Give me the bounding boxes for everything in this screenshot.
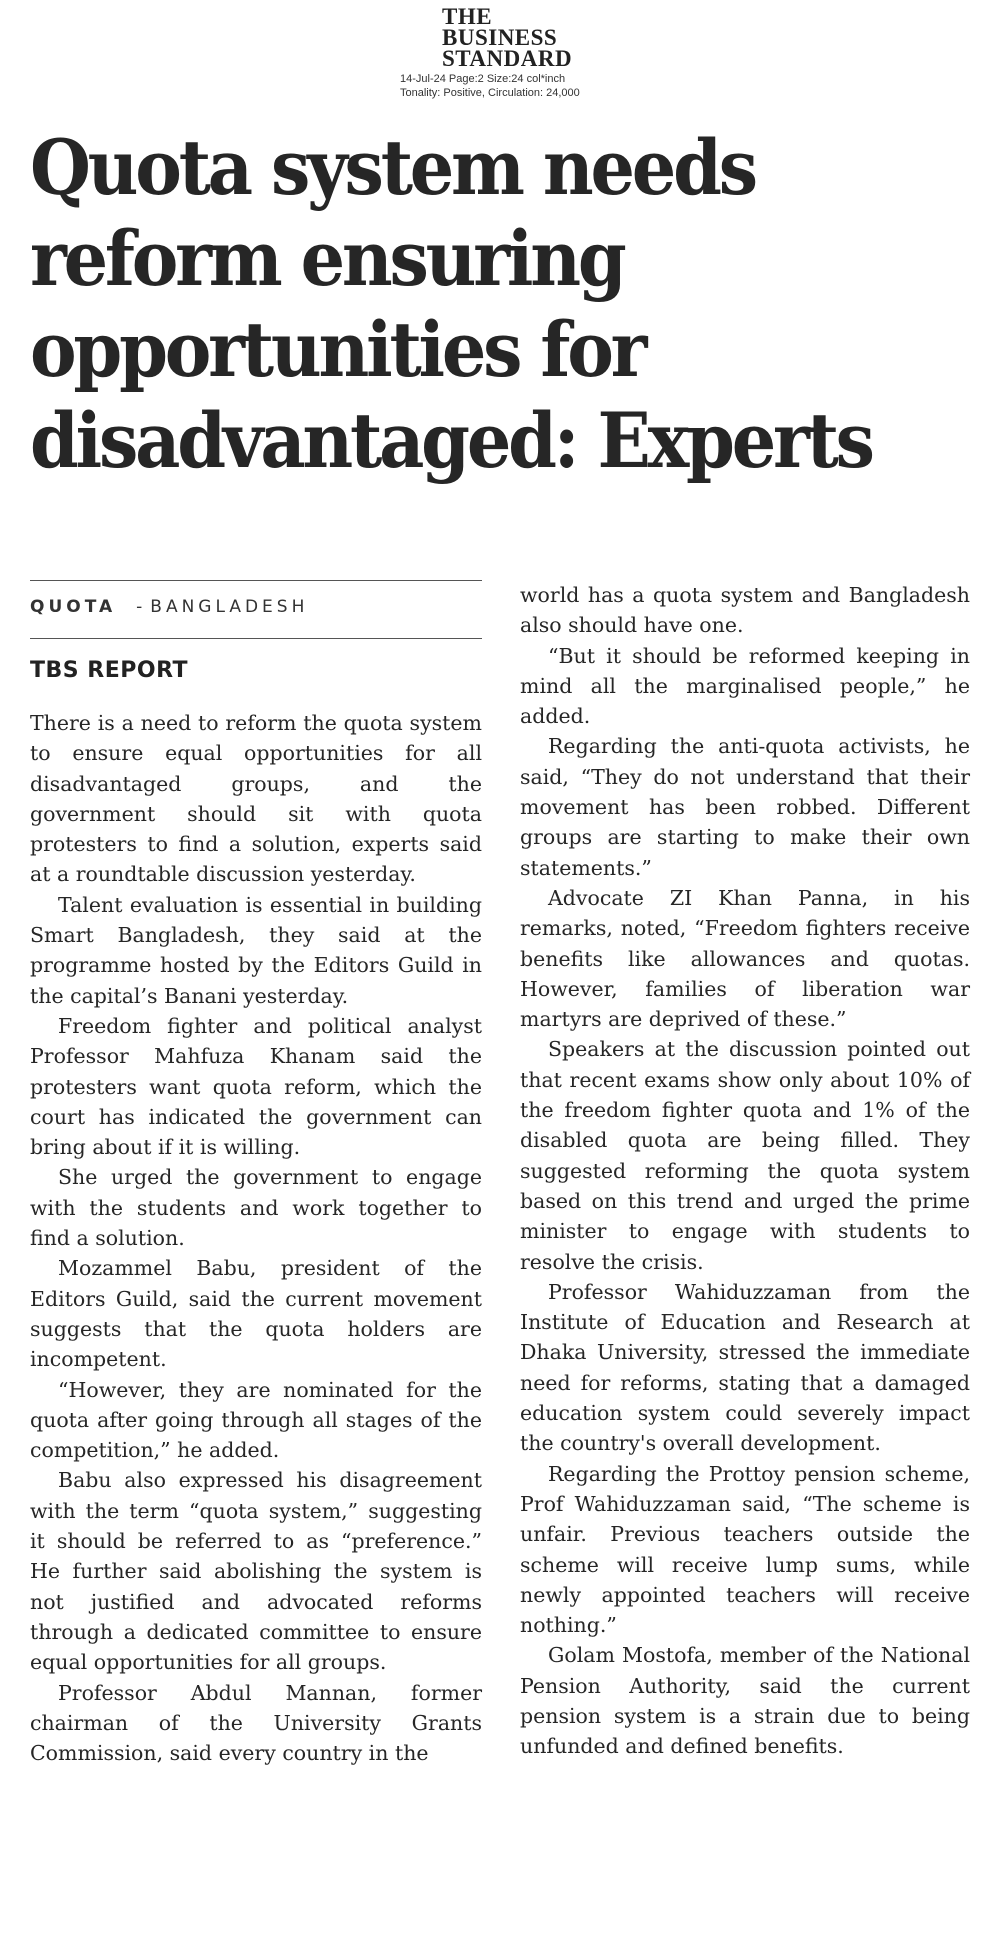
paragraph: Talent evaluation is essential in building Smart Bangladesh, they said at the programme hosted by the Editors Guild in the capital’s Banani yesterday.	[30, 892, 482, 1008]
logo-line-1: THE	[442, 4, 493, 29]
clipping-tonality-circulation: Tonality: Positive, Circulation: 24,000	[400, 87, 580, 99]
logo-line-2: BUSINESS	[442, 25, 558, 50]
paragraph: She urged the government to engage with the students and work together to find a solution.	[30, 1165, 482, 1251]
paragraph: “However, they are nominated for the quota after going through all stages of the competition,” he added.	[30, 1377, 482, 1463]
paragraph: Regarding the anti-quota activists, he said, “They do not understand that their movement has been robbed. Different groups are starting to make their own statements.”	[520, 734, 970, 880]
paragraph: Professor Wahiduzzaman from the Institute of Education and Research at Dhaka University, stressed the immediate need for reforms, stating that a damaged education system could severely impact the country's overall development.	[520, 1279, 970, 1456]
byline: TBS REPORT	[30, 658, 189, 683]
section-rule-bottom	[30, 638, 482, 639]
clipping-meta	[400, 72, 630, 100]
section-label	[30, 597, 308, 617]
logo-line-3: STANDARD	[442, 46, 573, 71]
article-column-1	[30, 708, 482, 1768]
paragraph: There is a need to reform the quota system to ensure equal opportunities for all disadvantaged groups, and the government should sit with quota protesters to find a solution, experts said at a roundtable discussion yesterday.	[30, 711, 482, 887]
paragraph: Freedom fighter and political analyst Professor Mahfuza Khanam said the protesters want quota reform, which the court has indicated the government can bring about if it is willing.	[30, 1013, 482, 1160]
publication-logo	[442, 6, 630, 69]
paragraph: world has a quota system and Bangladesh also should have one.	[520, 583, 970, 638]
headline-line-3: opportunities for	[30, 305, 645, 394]
paragraph: Golam Mostofa, member of the National Pension Authority, said the current pension system is a strain due to being unfunded and defined benefits.	[520, 1643, 970, 1759]
clipping-date-page-size: 14-Jul-24 Page:2 Size:24 col*inch	[400, 73, 566, 85]
section-rule-top	[30, 580, 482, 581]
article-column-2	[520, 580, 970, 1762]
section-kicker: QUOTA	[30, 597, 117, 617]
headline-line-2: reform ensuring	[30, 214, 624, 303]
paragraph: Babu also expressed his disagreement with the term “quota system,” suggesting it should be referred to as “preference.” He further said abolishing the system is not justified and advocated reforms through a dedicated committee to ensure equal opportunities for all groups.	[30, 1468, 482, 1675]
section-separator: -	[136, 597, 147, 617]
paragraph: Mozammel Babu, president of the Editors Guild, said the current movement suggests that the quota holders are incompetent.	[30, 1256, 482, 1372]
masthead	[400, 4, 630, 100]
headline-line-1: Quota system needs	[30, 123, 755, 212]
section-category: BANGLADESH	[150, 597, 309, 617]
paragraph: Professor Abdul Mannan, former chairman of the University Grants Commission, said every country in the	[30, 1680, 482, 1766]
paragraph: Regarding the Prottoy pension scheme, Prof Wahiduzzaman said, “The scheme is unfair. Previous teachers outside the scheme will receive lump sums, while newly appointed teachers will receive nothing.”	[520, 1461, 970, 1638]
paragraph: Speakers at the discussion pointed out that recent exams show only about 10% of the freedom fighter quota and 1% of the disabled quota are being filled. They suggested reforming the quota system based on this trend and urged the prime minister to engage with students to resolve the crisis.	[520, 1037, 970, 1274]
paragraph: Advocate ZI Khan Panna, in his remarks, noted, “Freedom fighters receive benefits like allowances and quotas. However, families of liberation war martyrs are deprived of these.”	[520, 885, 970, 1032]
paragraph: “But it should be reformed keeping in mind all the marginalised people,” he added.	[520, 643, 970, 729]
article-headline	[30, 122, 904, 486]
headline-line-4: disadvantaged: Experts	[30, 396, 872, 485]
